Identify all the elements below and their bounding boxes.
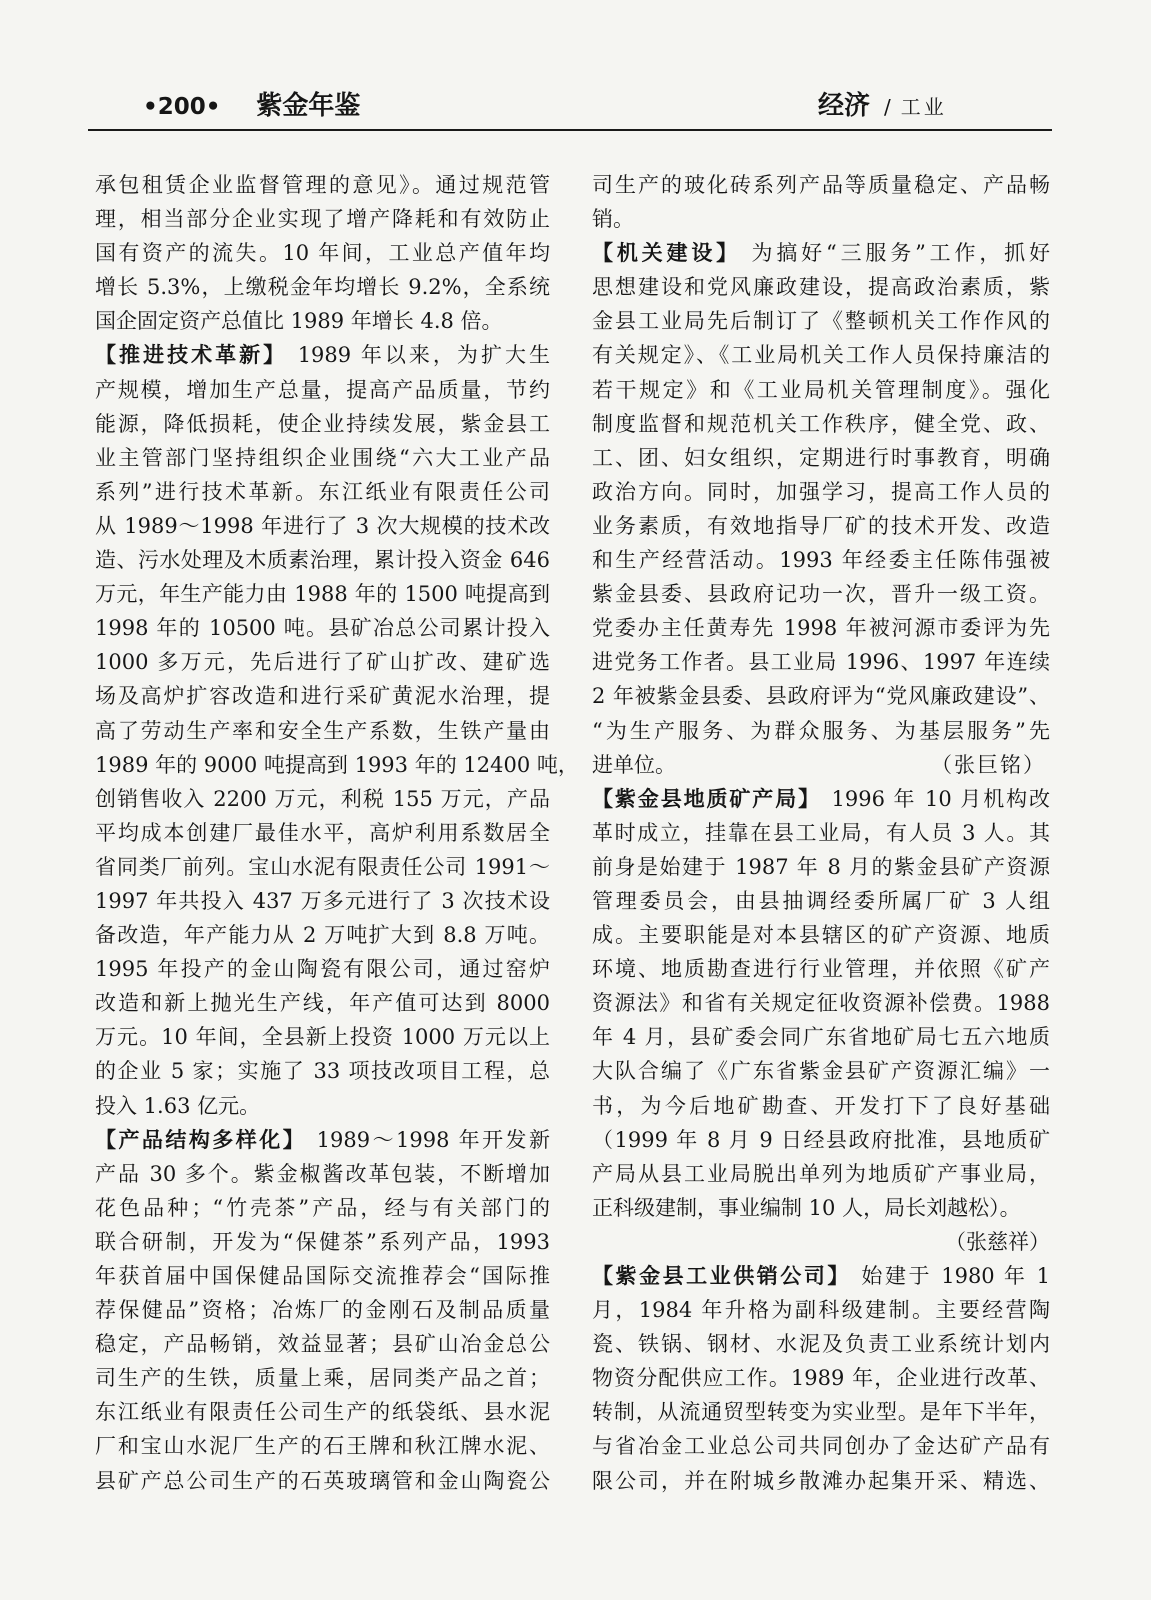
line-text: 荐保健品”资格；冶炼厂的金刚石及制品质量	[95, 1298, 550, 1323]
text-line	[95, 884, 550, 918]
line-text: 平均成本创建厂最佳水平，高炉利用系数居全	[95, 820, 550, 845]
text-line	[592, 577, 1050, 611]
line-text: 环境、地质勘查进行行业管理，并依照《矿产	[592, 957, 1050, 982]
line-text: 1989 年以来，为扩大生	[297, 343, 550, 368]
line-text: 花色品种；“竹壳茶”产品，经与有关部门的	[95, 1195, 550, 1220]
text-line	[95, 338, 550, 372]
line-text: 司生产的玻化砖系列产品等质量稳定、产品畅	[592, 173, 1050, 197]
line-text: 改造和新上抛光生产线，年产值可达到 8000	[95, 991, 550, 1016]
line-text: 从 1989～1998 年进行了 3 次大规模的技术改	[95, 513, 550, 538]
line-text: 产规模，增加生产总量，提高产品质量，节约	[95, 377, 550, 402]
text-line	[95, 1464, 550, 1498]
line-text: 工、团、妇女组织，定期进行时事教育，明确	[592, 445, 1050, 470]
text-line	[95, 543, 550, 577]
author-signature: （张巨铭）	[931, 752, 1046, 777]
text-line	[592, 1191, 1050, 1225]
line-text: 和生产经营活动。1993 年经委主任陈伟强被	[592, 548, 1050, 573]
text-line	[95, 918, 550, 952]
line-text: 1998 年的 10500 吨。县矿冶总公司累计投入	[95, 616, 550, 641]
text-line	[592, 645, 1050, 679]
line-text: 转制，从流通贸型转变为实业型。是年下半年，	[592, 1400, 1050, 1425]
text-line	[592, 236, 1050, 270]
text-line	[592, 1259, 1050, 1293]
line-text: 月，1984 年升格为副科级建制。主要经营陶	[592, 1298, 1050, 1323]
line-text: 有关规定》、《工业局机关工作人员保持廉洁的	[592, 343, 1050, 368]
line-text: 投入 1.63 亿元。	[95, 1093, 261, 1118]
line-text: 能源，降低损耗，使企业持续发展，紫金县工	[95, 411, 550, 436]
section-heading: 【推进技术革新】	[95, 343, 288, 368]
text-line	[95, 1089, 550, 1123]
line-text: 1989 年的 9000 吨提高到 1993 年的 12400 吨，	[95, 752, 579, 777]
text-line	[592, 1157, 1050, 1191]
text-line	[592, 782, 1050, 816]
left-column	[95, 168, 579, 1498]
subsection-title: 工业	[900, 95, 947, 119]
line-text: 党委办主任黄寿先 1998 年被河源市委评为先	[592, 616, 1050, 641]
line-text: 成。主要职能是对本县辖区的矿产资源、地质	[592, 923, 1050, 948]
line-text: 资源法》和省有关规定征收资源补偿费。1988	[592, 991, 1050, 1016]
text-line	[592, 1361, 1050, 1395]
line-text: 产局从县工业局脱出单列为地质矿产事业局，	[592, 1161, 1050, 1186]
running-header-left	[143, 91, 360, 122]
text-line	[592, 475, 1050, 509]
line-text: 若干规定》和《工业局机关管理制度》。强化	[592, 377, 1050, 402]
line-text: 1000 多万元，先后进行了矿山扩改、建矿选	[95, 650, 550, 675]
text-line	[592, 918, 1050, 952]
text-line	[592, 304, 1050, 338]
paragraph	[95, 338, 579, 1122]
text-line	[95, 816, 550, 850]
line-text: 省同类厂前列。宝山水泥有限责任公司 1991～	[95, 854, 550, 879]
line-text: 造、污水处理及木质素治理，累计投入资金 646	[95, 548, 550, 573]
text-line	[95, 1225, 550, 1259]
line-text: 产品 30 多个。紫金椒酱改革包装，不断增加	[95, 1161, 550, 1186]
header-rule	[88, 129, 1052, 131]
line-text: 1997 年共投入 437 万多元进行了 3 次技术设	[95, 888, 550, 913]
line-text: 国企固定资产总值比 1989 年增长 4.8 倍。	[95, 309, 503, 334]
paragraph	[95, 1123, 550, 1498]
line-text: 正科级建制，事业编制 10 人，局长刘越松）。	[592, 1195, 1021, 1220]
line-text: 1995 年投产的金山陶瓷有限公司，通过窑炉	[95, 957, 550, 982]
line-text: “为生产服务、为群众服务、为基层服务”先	[592, 718, 1050, 743]
text-line	[95, 1054, 550, 1088]
line-text: 万元。10 年间，全县新上投资 1000 万元以上	[95, 1025, 550, 1050]
line-text: 厂和宝山水泥厂生产的石王牌和秋江牌水泥、	[95, 1434, 550, 1459]
text-line	[95, 679, 550, 713]
text-line	[95, 202, 550, 236]
text-line	[95, 475, 550, 509]
line-text: 1996 年 10 月机构改	[831, 786, 1050, 811]
line-text: 创销售收入 2200 万元，利税 155 万元，产品	[95, 786, 550, 811]
text-line	[95, 1123, 550, 1157]
text-line	[592, 1123, 1050, 1157]
line-text: 备改造，年产能力从 2 万吨扩大到 8.8 万吨。	[95, 923, 550, 948]
text-line	[95, 782, 550, 816]
text-line	[592, 1089, 1050, 1123]
text-line	[592, 407, 1050, 441]
text-line	[592, 338, 1050, 372]
text-line	[592, 543, 1050, 577]
line-text: 年 4 月，县矿委会同广东省地矿局七五六地质	[592, 1025, 1050, 1050]
text-line	[95, 1429, 550, 1463]
line-text: 2 年被紫金县委、县政府评为“党风廉政建设”、	[592, 684, 1050, 709]
text-line	[95, 1259, 550, 1293]
paragraph	[592, 168, 1050, 236]
signature-line	[592, 1225, 1050, 1259]
line-text: 增长 5.3%，上缴税金年均增长 9.2%，全系统	[95, 275, 550, 300]
line-text: 业主管部门坚持组织企业围绕“六大工业产品	[95, 445, 550, 470]
text-line	[95, 986, 550, 1020]
text-line	[95, 611, 550, 645]
text-line	[95, 1293, 550, 1327]
line-text: 稳定，产品畅销，效益显著；县矿山冶金总公	[95, 1332, 550, 1357]
page-number: •200•	[143, 94, 221, 120]
line-text: 制度监督和规范机关工作秩序，健全党、政、	[592, 411, 1050, 436]
line-text: 年获首届中国保健品国际交流推荐会“国际推	[95, 1264, 550, 1288]
line-text: 承包租赁企业监督管理的意见》。通过规范管	[95, 173, 550, 197]
line-text: 县矿产总公司生产的石英玻璃管和金山陶瓷公	[95, 1468, 550, 1493]
text-line	[592, 1293, 1050, 1327]
line-text: 大队合编了《广东省紫金县矿产资源汇编》一	[592, 1059, 1050, 1084]
text-line	[95, 373, 550, 407]
text-line	[95, 1191, 550, 1225]
text-line	[592, 270, 1050, 304]
text-line	[592, 509, 1050, 543]
line-text: 系列”进行技术革新。东江纸业有限责任公司	[95, 479, 550, 504]
section-heading: 【紫金县工业供销公司】	[592, 1264, 851, 1288]
text-line	[592, 202, 1050, 236]
line-text: 限公司，并在附城乡散滩办起集开采、精选、	[592, 1468, 1050, 1493]
line-text: 进党务工作者。县工业局 1996、1997 年连续	[592, 650, 1050, 675]
section-heading: 【产品结构多样化】	[95, 1127, 307, 1152]
text-line	[592, 952, 1050, 986]
line-text: 金县工业局先后制订了《整顿机关工作作风的	[592, 309, 1050, 334]
text-line	[95, 236, 550, 270]
text-line	[95, 952, 550, 986]
line-text: 紫金县委、县政府记功一次，晋升一级工资。	[592, 582, 1050, 607]
line-text: （1999 年 8 月 9 日经县政府批准，县地质矿	[592, 1127, 1050, 1152]
section-heading: 【紫金县地质矿产局】	[592, 786, 821, 811]
line-text: 理，相当部分企业实现了增产降耗和有效防止	[95, 207, 550, 232]
line-text: 国有资产的流失。10 年间，工业总产值年均	[95, 241, 550, 266]
line-text: 场及高炉扩容改造和进行采矿黄泥水治理，提	[95, 684, 550, 709]
line-text: 前身是始建于 1987 年 8 月的紫金县矿产资源	[592, 854, 1050, 879]
text-line	[95, 304, 550, 338]
line-text: 进单位。	[592, 752, 676, 777]
text-line	[592, 986, 1050, 1020]
author-signature: （张慈祥）	[945, 1229, 1050, 1254]
section-heading: 【机关建设】	[592, 241, 742, 266]
line-text: 瓷、铁锅、钢材、水泥及负责工业系统计划内	[592, 1332, 1050, 1357]
text-line	[95, 714, 550, 748]
line-text: 与省冶金工业总公司共同创办了金达矿产品有	[592, 1434, 1050, 1459]
text-line	[95, 168, 550, 202]
text-line	[95, 850, 550, 884]
text-line	[592, 168, 1050, 202]
header-separator: /	[884, 95, 891, 119]
text-line	[95, 509, 550, 543]
paragraph	[95, 168, 550, 338]
line-text: 书，为今后地矿勘查、开发打下了良好基础	[592, 1093, 1050, 1118]
text-line	[592, 1020, 1050, 1054]
text-line	[592, 748, 1050, 782]
line-text: 为搞好“三服务”工作，抓好	[751, 241, 1050, 266]
book-title: 紫金年鉴	[256, 91, 361, 121]
text-line	[592, 1395, 1050, 1429]
text-line	[592, 816, 1050, 850]
text-line	[95, 407, 550, 441]
text-line	[592, 441, 1050, 475]
paragraph	[592, 782, 1050, 1225]
text-line	[592, 1327, 1050, 1361]
text-line	[95, 645, 550, 679]
line-text: 业务素质，有效地指导厂矿的技术开发、改造	[592, 513, 1050, 538]
running-header-right	[818, 91, 947, 121]
paragraph	[592, 236, 1050, 782]
text-line	[592, 1054, 1050, 1088]
line-text: 高了劳动生产率和安全生产系数，生铁产量由	[95, 718, 550, 743]
text-line	[592, 714, 1050, 748]
text-line	[592, 850, 1050, 884]
right-column	[592, 168, 1050, 1498]
line-text: 司生产的生铁，质量上乘，居同类产品之首；	[95, 1366, 550, 1391]
line-text: 始建于 1980 年 1	[861, 1264, 1050, 1288]
text-line	[95, 1361, 550, 1395]
line-text: 1989～1998 年开发新	[316, 1127, 551, 1152]
line-text: 革时成立，挂靠在县工业局，有人员 3 人。其	[592, 820, 1050, 845]
text-line	[592, 679, 1050, 713]
text-line	[95, 270, 550, 304]
paragraph	[592, 1259, 1050, 1498]
text-line	[95, 1327, 550, 1361]
text-line	[592, 884, 1050, 918]
section-title: 经济	[818, 91, 871, 121]
line-text: 的企业 5 家；实施了 33 项技改项目工程，总	[95, 1059, 550, 1084]
text-line	[592, 611, 1050, 645]
text-line	[95, 577, 550, 611]
line-text: 物资分配供应工作。1989 年，企业进行改革、	[592, 1366, 1050, 1391]
text-line	[592, 1464, 1050, 1498]
line-text: 思想建设和党风廉政建设，提高政治素质，紫	[592, 275, 1050, 300]
text-line	[95, 1395, 550, 1429]
text-line	[95, 748, 579, 782]
text-line	[95, 1020, 550, 1054]
text-line	[95, 1157, 550, 1191]
line-text: 管理委员会，由县抽调经委所属厂矿 3 人组	[592, 888, 1050, 913]
text-line	[592, 1429, 1050, 1463]
line-text: 联合研制，开发为“保健茶”系列产品，1993	[95, 1229, 550, 1254]
text-line	[95, 441, 550, 475]
text-line	[592, 373, 1050, 407]
line-text: 政治方向。同时，加强学习，提高工作人员的	[592, 479, 1050, 504]
line-text: 东江纸业有限责任公司生产的纸袋纸、县水泥	[95, 1400, 550, 1425]
line-text: 万元，年生产能力由 1988 年的 1500 吨提高到	[95, 582, 550, 607]
paragraph	[592, 1225, 1050, 1259]
line-text: 销。	[592, 207, 634, 232]
